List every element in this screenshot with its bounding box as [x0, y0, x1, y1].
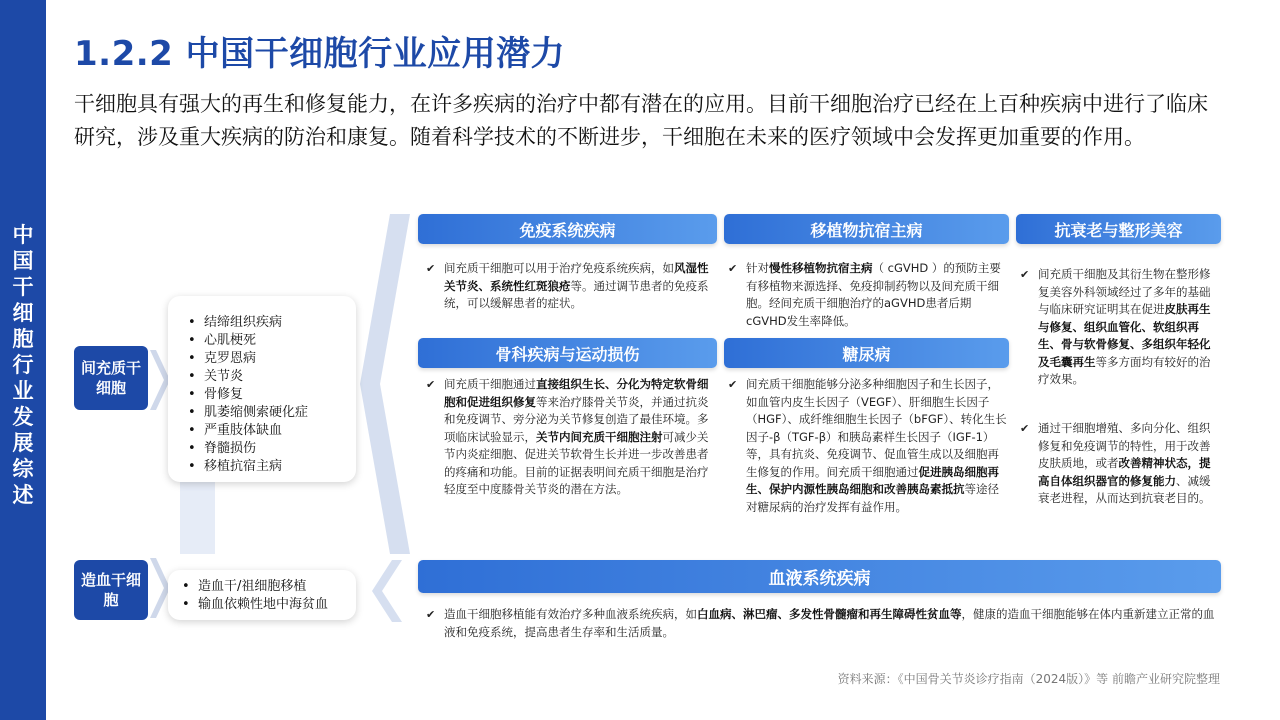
text-aging [1020, 266, 1218, 389]
list-box-hematopoietic [168, 570, 356, 620]
list-item: • 造血干/祖细胞移植 [180, 578, 346, 596]
text-run: 间充质干细胞通过 [444, 377, 536, 391]
list-item: • 严重肢体缺血 [186, 422, 344, 440]
header-aging-label: 抗衰老与整形美容 [1054, 220, 1183, 240]
list-item: • 结缔组织疾病 [186, 314, 344, 332]
chevron-arrow-1 [150, 350, 170, 410]
text-immune [426, 260, 714, 313]
chevron-arrow-2 [150, 558, 170, 618]
list-item: • 关节炎 [186, 368, 344, 386]
text-aging-2 [1020, 420, 1218, 508]
header-blood-label: 血液系统疾病 [768, 569, 871, 589]
header-gvhd-label: 移植物抗宿主病 [810, 220, 923, 240]
header-immune-label: 免疫系统疾病 [519, 220, 616, 240]
category-label: 造血干细胞 [80, 571, 141, 609]
text-body [728, 260, 1008, 330]
list-item: • 心肌梗死 [186, 332, 344, 350]
text-body [426, 606, 1220, 641]
text-bold: 皮肤再生与修复、组织血管化、软组织再生、骨与软骨修复、多组织年轻化及毛囊再生 [1038, 302, 1211, 369]
text-bold: 白血病、淋巴瘤、多发性骨髓瘤和再生障碍性贫血等 [697, 607, 962, 621]
disease-list [180, 578, 346, 614]
text-run: 通过干细胞增殖、多向分化、组织修复和免疫调节的特性，用于改善皮肤质地，或者 [1038, 421, 1211, 470]
text-run: 造血干细胞移植能有效治疗多种血液系统疾病，如 [444, 607, 697, 621]
category-box-hematopoietic [74, 560, 148, 620]
page-title: 1.2.2 中国干细胞行业应用潜力 [74, 34, 566, 74]
header-gvhd [724, 214, 1009, 244]
header-aging [1016, 214, 1221, 244]
text-bold: 直接组织生长、分化为特定软骨细胞和促进组织修复 [444, 377, 709, 409]
sidebar-title: 中国干细胞行业发展综述 [12, 223, 34, 507]
header-ortho [418, 338, 717, 368]
text-run: 针对 [746, 261, 769, 275]
text-run: 可减少关节内炎症细胞、促进关节软骨生长并进一步改善患者的疼痛和功能。目前的证据表明间充质干细胞是治疗轻度至中度膝骨关节炎的潜在方法。 [444, 429, 709, 496]
text-body [426, 376, 714, 499]
category-box-mesenchymal [74, 346, 148, 410]
text-gvhd [728, 260, 1008, 330]
list-box-mesenchymal [168, 296, 356, 482]
text-run: 、减缓衰老进程，从而达到抗衰老目的。 [1038, 473, 1211, 505]
text-run: 等。通过调节患者的免疫系统，可以缓解患者的症状。 [444, 278, 709, 310]
arrow-1-shape [150, 350, 170, 410]
arrow-3-shape [372, 560, 402, 622]
text-diabetes [728, 376, 1008, 516]
text-bold: 风湿性关节炎、系统性红斑狼疮 [444, 261, 709, 293]
check-icon: ✔ [728, 378, 738, 391]
text-body [1020, 266, 1218, 389]
header-diabetes [724, 338, 1009, 368]
header-blood [418, 560, 1221, 593]
check-icon: ✔ [426, 378, 436, 391]
header-immune [418, 214, 717, 244]
disease-list [186, 314, 344, 476]
text-bold: 关节内间充质干细胞注射 [536, 429, 663, 444]
text-run: 等多方面均有较好的治疗效果。 [1038, 354, 1211, 386]
check-icon: ✔ [1020, 422, 1030, 435]
text-blood [426, 606, 1220, 641]
text-run: 间充质干细胞及其衍生物在整形修复美容外科领域经过了多年的基础与临床研究证明其在促进 [1038, 267, 1211, 316]
text-bold: 促进胰岛细胞再生、保护内源性胰岛细胞和改善胰岛素抵抗 [746, 464, 999, 496]
intro-paragraph: 干细胞具有强大的再生和修复能力，在许多疾病的治疗中都有潜在的应用。目前干细胞治疗已经在上百种疾病中进行了临床研究，涉及重大疾病的防治和康复。随着科学技术的不断进步，干细胞在未来的医疗领域中会发挥更加重要的作用。 [74, 92, 1208, 149]
text-ortho [426, 376, 714, 499]
list-item: • 肌萎缩侧索硬化症 [186, 404, 344, 422]
header-ortho-label: 骨科疾病与运动损伤 [495, 344, 640, 364]
list-item: • 移植抗宿主病 [186, 458, 344, 476]
check-icon: ✔ [728, 262, 738, 275]
text-body [426, 260, 714, 313]
list-item: • 克罗恩病 [186, 350, 344, 368]
list-item: • 骨修复 [186, 386, 344, 404]
list-item: • 输血依赖性地中海贫血 [180, 596, 346, 614]
text-run: 间充质干细胞能够分泌多种细胞因子和生长因子，如血管内皮生长因子（VEGF）、肝细胞生长因子（HGF）、成纤维细胞生长因子（bFGF）、转化生长因子-β（TGF-β）和胰岛素样生长因子（IGF-1）等，具有抗炎、免疫调节、促血管生成以及细胞再生修复的作用。间充质干细胞通过 [746, 377, 1007, 479]
check-icon: ✔ [426, 608, 436, 621]
text-run: 等途径对糖尿病的治疗发挥有益作用。 [746, 482, 999, 514]
text-run: （ cGVHD ）的预防主要有移植物来源选择、免疫抑制药物以及间充质干细胞。经间充质干细胞治疗的aGVHD患者后期cGVHD发生率降低。 [746, 261, 1001, 328]
text-body [1020, 420, 1218, 508]
check-icon: ✔ [1020, 268, 1030, 281]
header-diabetes-label: 糖尿病 [842, 344, 891, 364]
list-item: • 脊髓损伤 [186, 440, 344, 458]
chevron-arrow-3 [372, 560, 402, 622]
check-icon: ✔ [426, 262, 436, 275]
arrow-2-shape [150, 558, 170, 618]
text-run: ，健康的造血干细胞能够在体内重新建立正常的血液和免疫系统，提高患者生存率和生活质量。 [444, 607, 1215, 639]
text-body [728, 376, 1008, 516]
text-bold: 改善精神状态，提高自体组织器官的修复能力 [1038, 456, 1211, 488]
chevron-bracket-shape [360, 214, 410, 554]
source-note: 资料来源：《中国骨关节炎诊疗指南（2024版）》等 前瞻产业研究院整理 [837, 672, 1220, 686]
category-label: 间充质干细胞 [80, 359, 141, 397]
text-bold: 慢性移植物抗宿主病 [769, 261, 873, 275]
text-run: 间充质干细胞可以用于治疗免疫系统疾病，如 [444, 261, 674, 275]
text-run: 等来治疗膝骨关节炎，并通过抗炎和免疫调节、旁分泌为关节修复创造了最佳环境。多项临床试验显示， [444, 394, 709, 444]
